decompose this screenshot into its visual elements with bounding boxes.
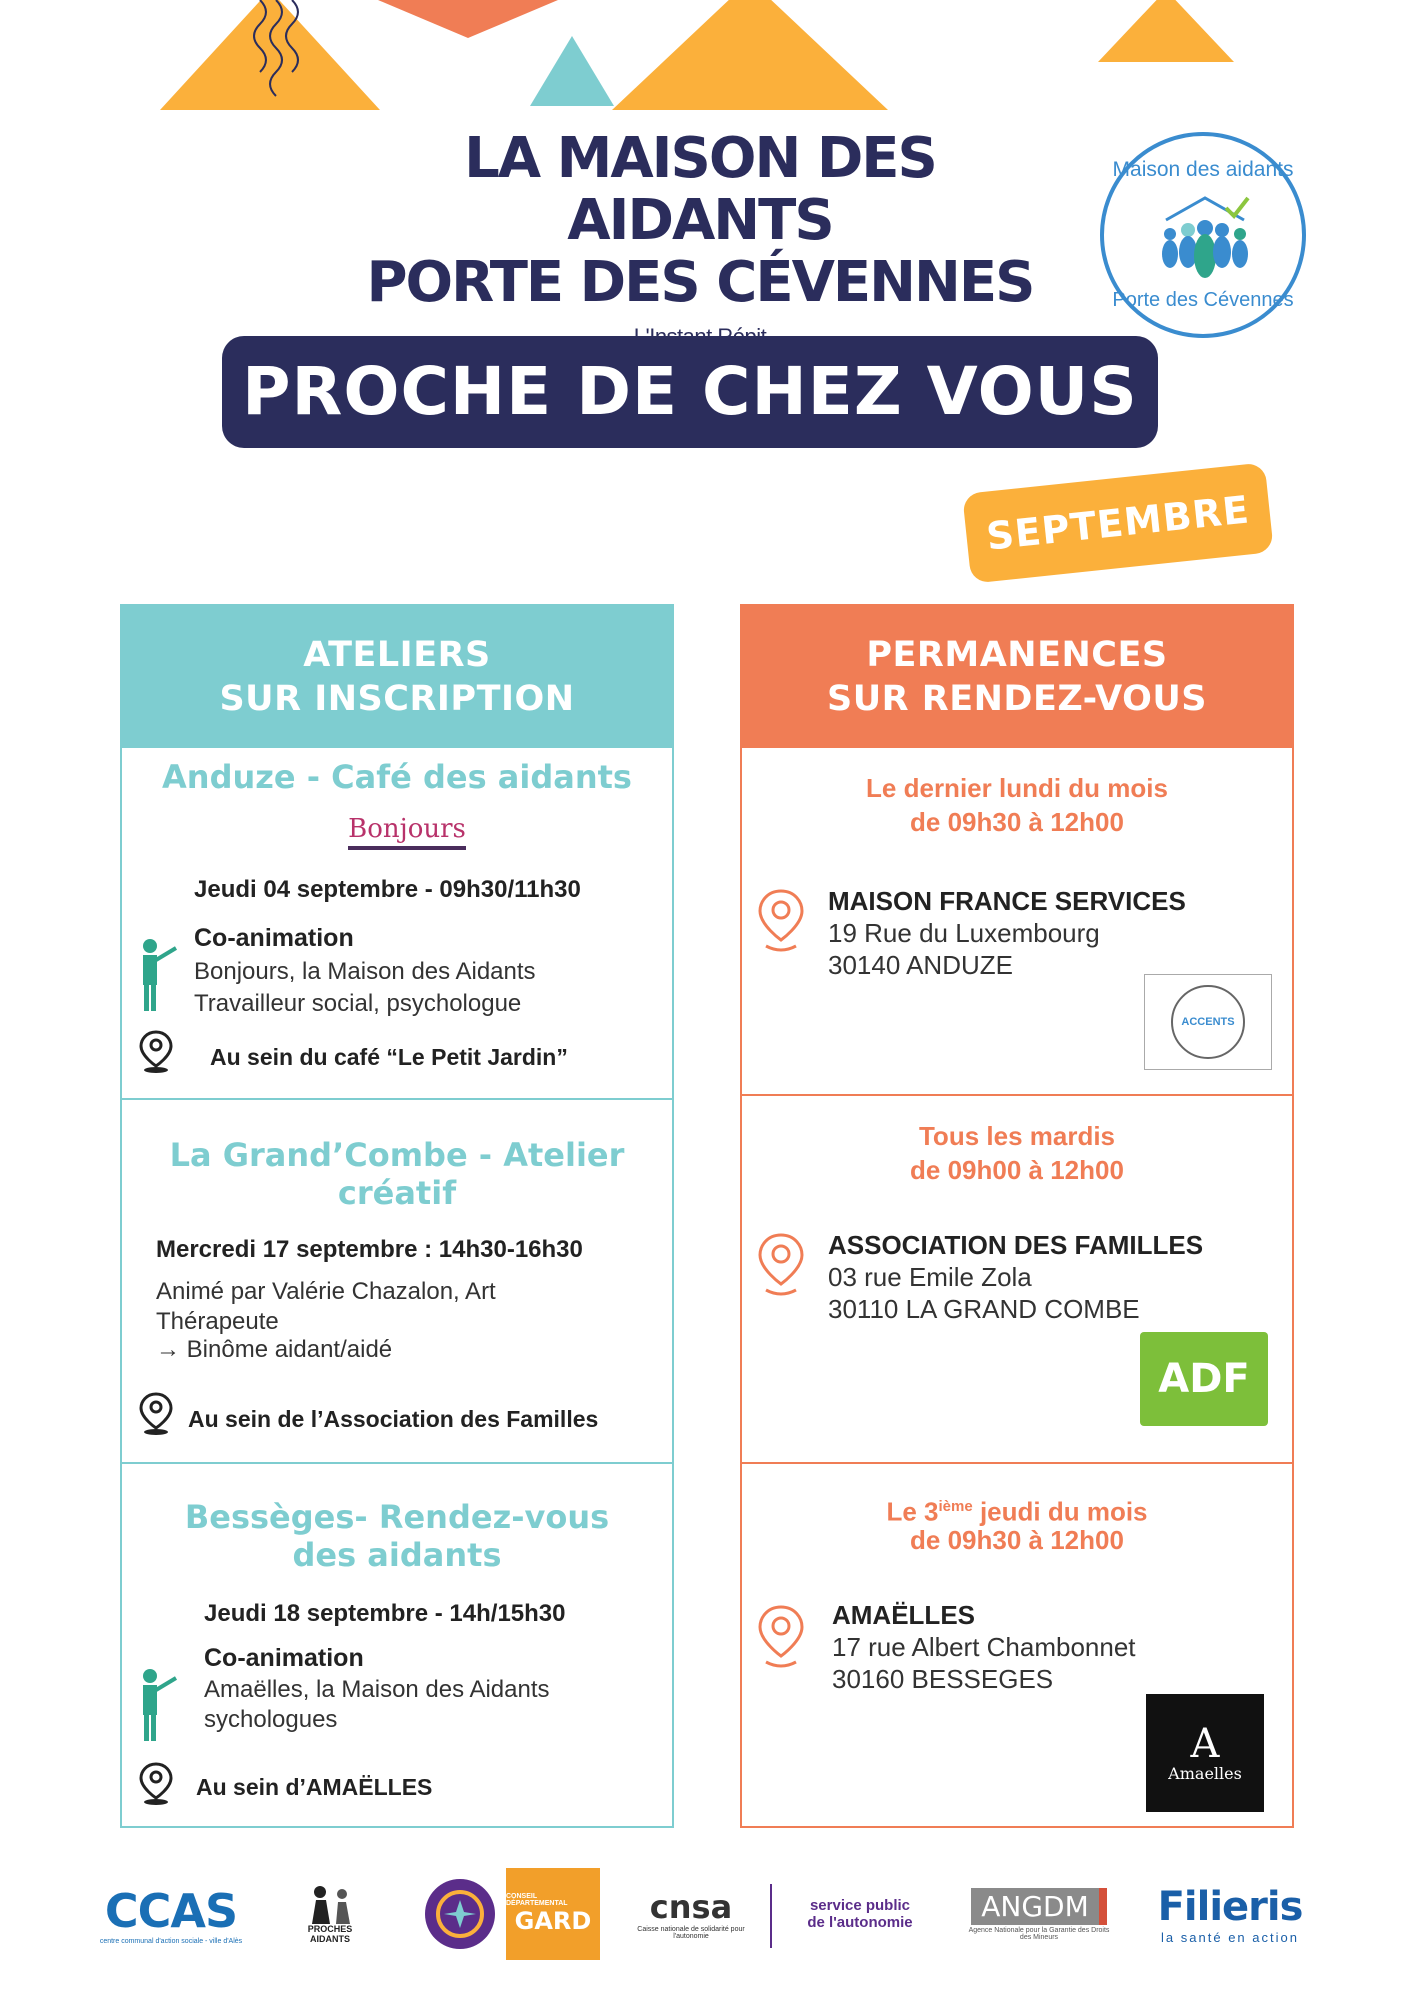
maison-des-aidants-logo <box>1100 132 1306 338</box>
speaker-person-icon <box>134 938 178 1012</box>
atelier-place: Au sein d’AMAËLLES <box>196 1774 433 1800</box>
proches-aidants-figures-icon <box>304 1884 356 1924</box>
atelier-place: Au sein de l’Association des Familles <box>188 1406 599 1432</box>
coanimation-label: Co-animation <box>194 924 354 952</box>
decor-triangle-coral <box>378 0 558 38</box>
ccas-logo-text: CCAS <box>104 1883 238 1938</box>
amaelles-logo <box>1146 1694 1264 1812</box>
angdm-logo <box>964 1868 1114 1960</box>
atelier-line3: → Binôme aidant/aidé <box>156 1336 393 1363</box>
decor-triangle-teal <box>530 36 614 106</box>
decor-squiggle-lines <box>250 0 330 100</box>
atelier-title: Anduze - Café des aidants <box>162 758 632 796</box>
accents-logo-text: ACCENTS <box>1181 1016 1235 1028</box>
spa-line2: de l'autonomie <box>807 1914 913 1931</box>
permanence-name: MAISON FRANCE SERVICES <box>828 886 1186 916</box>
bonjours-logo-text: Bonjours <box>348 814 466 844</box>
permanence-association-des-familles <box>742 1094 1292 1462</box>
permanence-name: ASSOCIATION DES FAMILLES <box>828 1230 1204 1260</box>
coanimation-line2: sychologues <box>204 1706 338 1733</box>
decor-triangle-yellow-center <box>612 0 888 110</box>
coanimation-line2: Travailleur social, psychologue <box>194 990 522 1017</box>
cnsa-logo-text: cnsa <box>649 1888 733 1926</box>
footer-divider <box>770 1884 772 1948</box>
permanence-maison-france-services <box>742 748 1292 1094</box>
atelier-besseges <box>122 1462 672 1828</box>
title-line-2: PORTE DES CÉVENNES <box>366 250 1034 315</box>
ateliers-header-line2: SUR INSCRIPTION <box>219 679 575 719</box>
solidarite-badge-icon <box>422 1876 498 1952</box>
atelier-date: Jeudi 18 septembre - 14h/15h30 <box>204 1600 566 1627</box>
permanence-when-line1: Tous les mardis <box>918 1121 1116 1151</box>
solidarite-emblem <box>420 1868 500 1960</box>
gard-logo-text: GARD <box>514 1907 592 1935</box>
permanence-city: 30160 BESSEGES <box>832 1664 1054 1694</box>
atelier-title-line1: Bessèges- Rendez-vous <box>184 1498 610 1536</box>
accents-logo-ring <box>1171 985 1245 1059</box>
permanence-city: 30140 ANDUZE <box>828 950 1013 980</box>
atelier-title-line1: La Grand’Combe - Atelier <box>169 1136 625 1174</box>
atelier-title-line2: créatif <box>337 1174 457 1212</box>
adf-logo-text: ADF <box>1158 1356 1250 1402</box>
proches-aidants-logo <box>290 1868 370 1960</box>
coanimation-label: Co-animation <box>204 1644 364 1672</box>
permanences-header-line2: SUR RENDEZ-VOUS <box>827 679 1207 719</box>
atelier-line2: Thérapeute <box>156 1308 279 1335</box>
location-pin-icon <box>138 1030 174 1074</box>
filieris-logo <box>1144 1868 1316 1960</box>
atelier-date: Jeudi 04 septembre - 09h30/11h30 <box>194 876 581 903</box>
permanence-street: 17 rue Albert Chambonnet <box>832 1632 1136 1662</box>
location-pin-icon <box>756 888 806 954</box>
angdm-logo-subtext: Agence Nationale pour la Garantie des Droits des Mineurs <box>968 1926 1110 1941</box>
decor-triangle-yellow-right <box>1098 0 1234 62</box>
coanimation-line1: Amaëlles, la Maison des Aidants <box>204 1676 550 1703</box>
bonjours-logo-underline <box>348 846 466 850</box>
permanence-street: 03 rue Emile Zola <box>828 1262 1032 1292</box>
banner-proche-de-chez-vous: PROCHE DE CHEZ VOUS <box>222 336 1158 448</box>
angdm-logo-text: ANGDM <box>971 1888 1107 1925</box>
bonjours-logo <box>348 814 466 860</box>
amaelles-logo-text: Amaelles <box>1168 1763 1242 1783</box>
service-public-autonomie-logo <box>780 1868 940 1960</box>
atelier-line1: Animé par Valérie Chazalon, Art <box>156 1278 496 1305</box>
location-pin-icon <box>756 1232 806 1298</box>
atelier-title-line2: des aidants <box>292 1536 502 1574</box>
location-pin-icon <box>138 1762 174 1806</box>
cnsa-logo <box>636 1868 746 1960</box>
atelier-place: Au sein du café “Le Petit Jardin” <box>210 1044 568 1070</box>
permanence-when-line1: Le dernier lundi du mois <box>866 773 1168 803</box>
when-prefix: Le 3 <box>886 1496 939 1527</box>
location-pin-icon <box>756 1604 806 1670</box>
filieris-logo-subtext: la santé en action <box>1161 1929 1299 1945</box>
ccas-logo <box>84 1868 258 1960</box>
people-group-icon <box>1146 190 1264 290</box>
permanence-city: 30110 LA GRAND COMBE <box>828 1294 1140 1324</box>
ccas-logo-subtext: centre communal d'action sociale - ville d'Alès <box>99 1937 243 1945</box>
month-badge: SEPTEMBRE <box>962 462 1274 583</box>
accents-logo <box>1144 974 1272 1070</box>
speaker-person-icon <box>134 1668 178 1742</box>
filieris-logo-text: Filieris <box>1157 1883 1303 1930</box>
permanence-name: AMAËLLES <box>832 1600 975 1630</box>
permanences-header-line1: PERMANENCES <box>866 635 1168 675</box>
atelier-anduze <box>122 748 672 1098</box>
permanences-header <box>742 606 1292 748</box>
when-suffix: jeudi du mois <box>972 1496 1148 1527</box>
when-sup: ième <box>938 1498 973 1515</box>
permanence-amaelles <box>742 1462 1292 1828</box>
adf-logo <box>1140 1332 1268 1426</box>
permanence-when-line2: de 09h00 à 12h00 <box>910 1155 1124 1185</box>
ateliers-header <box>122 606 672 748</box>
ateliers-column <box>120 604 674 1828</box>
atelier-date: Mercredi 17 septembre : 14h30-16h30 <box>156 1236 583 1263</box>
coanimation-line1: Bonjours, la Maison des Aidants <box>194 958 536 985</box>
title-block <box>330 128 1070 350</box>
location-pin-icon <box>138 1392 174 1436</box>
permanence-when-line2: de 09h30 à 12h00 <box>910 807 1124 837</box>
gard-logo <box>506 1868 600 1960</box>
proches-aidants-text: PROCHES AIDANTS <box>307 1924 353 1944</box>
amaelles-logo-mark: A <box>1190 1720 1220 1767</box>
logo-text-top: Maison des aidants <box>1112 158 1294 181</box>
spa-line1: service public <box>809 1897 911 1914</box>
gard-logo-toptext: CONSEIL DÉPARTEMENTAL <box>506 1893 568 1907</box>
atelier-grand-combe <box>122 1098 672 1462</box>
permanence-street: 19 Rue du Luxembourg <box>828 918 1100 948</box>
permanence-when-line2: de 09h30 à 12h00 <box>910 1525 1124 1555</box>
permanence-when-line1 <box>742 1490 1292 1529</box>
ateliers-header-line1: ATELIERS <box>303 635 491 675</box>
permanences-column <box>740 604 1294 1828</box>
cnsa-logo-subtext: Caisse nationale de solidarité pour l'autonomie <box>637 1926 745 1940</box>
logo-text-bottom: Porte des Cévennes <box>1112 289 1294 311</box>
title-line-1: LA MAISON DES AIDANTS <box>464 126 936 253</box>
